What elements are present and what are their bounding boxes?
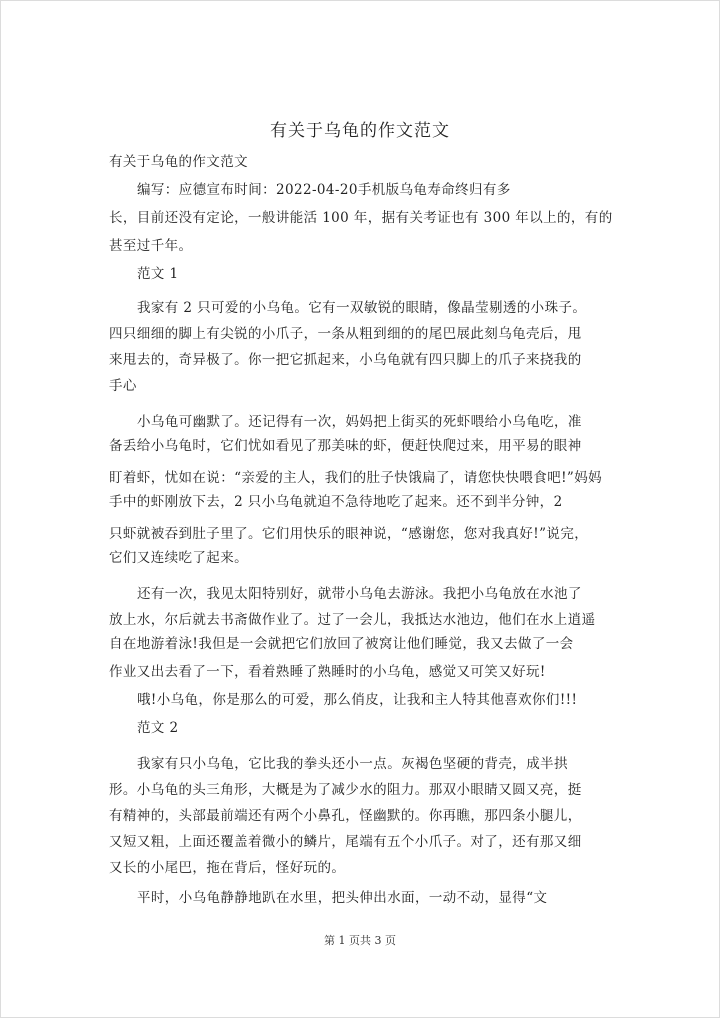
- document-title: 有关于乌龟的作文范文: [270, 121, 450, 141]
- subtitle-line: 有关于乌龟的作文范文: [109, 154, 248, 170]
- paragraph-line: 编写：应德宣布时间：2022-04-20手机版乌龟寿命终归有多: [137, 182, 511, 198]
- paragraph-line: 哦!小乌龟，你是那么的可爱，那么俏皮，让我和主人特其他喜欢你们!!!: [137, 692, 578, 708]
- paragraph-line: 长，目前还没有定论，一般讲能活 100 年，据有关考证也有 300 年以上的，有的: [109, 210, 613, 226]
- paragraph-line: 自在地游着泳!我但是一会就把它们放回了被窝让他们睡觉，我又去做了一会: [109, 636, 574, 652]
- section-heading: 范文 2: [137, 720, 179, 736]
- paragraph-line: 又长的小尾巴，拖在背后，怪好玩的。: [109, 860, 346, 876]
- paragraph-line: 形。小乌龟的头三角形，大概是为了减少水的阻力。那双小眼睛又圆又亮，挺: [109, 782, 582, 798]
- paragraph-line: 我家有只小乌龟，它比我的拳头还小一点。灰褐色坚硬的背壳，成半拱: [137, 756, 568, 772]
- paragraph-line: 只虾就被吞到肚子里了。它们用快乐的眼神说，“感谢您，您对我真好!”说完，: [109, 526, 589, 542]
- section-heading: 范文 1: [137, 266, 179, 282]
- paragraph-line: 小乌龟可幽默了。还记得有一次，妈妈把上街买的死虾喂给小乌龟吃，准: [137, 414, 582, 430]
- paragraph-line: 又短又粗，上面还覆盖着微小的鳞片，尾端有五个小爪子。对了，还有那又细: [109, 834, 582, 850]
- paragraph-line: 来甩去的，奇异极了。你一把它抓起来，小乌龟就有四只脚上的爪子来挠我的: [109, 352, 582, 368]
- paragraph-line: 手中的虾刚放下去，2 只小乌龟就迫不急待地吃了起来。还不到半分钟，2: [109, 494, 563, 510]
- page-footer: 第 1 页共 3 页: [324, 934, 396, 947]
- paragraph-line: 作业又出去看了一下，看着熟睡了熟睡时的小乌龟，感觉又可笑又好玩!: [109, 664, 546, 680]
- paragraph-line: 我家有 2 只可爱的小乌龟。它有一双敏锐的眼睛，像晶莹剔透的小珠子。: [137, 300, 587, 316]
- paragraph-line: 甚至过千年。: [109, 238, 193, 254]
- paragraph-line: 盯着虾，忧如在说：“亲爱的主人，我们的肚子快饿扁了，请您快快喂食吧!”妈妈: [109, 470, 603, 486]
- paragraph-line: 备丢给小乌龟时，它们忧如看见了那美味的虾，便赶快爬过来，用平易的眼神: [109, 438, 582, 454]
- paragraph-line: 还有一次，我见太阳特别好，就带小乌龟去游泳。我把小乌龟放在水池了: [137, 586, 582, 602]
- paragraph-line: 有精神的，头部最前端还有两个小鼻孔，怪幽默的。你再瞧，那四条小腿儿，: [109, 808, 582, 824]
- paragraph-line: 手心: [109, 378, 137, 394]
- paragraph-line: 平时，小乌龟静静地趴在水里，把头伸出水面，一动不动，显得“文: [137, 890, 548, 906]
- paragraph-line: 放上水，尔后就去书斋做作业了。过了一会儿，我抵达水池边，他们在水上逍遥: [109, 612, 596, 628]
- paragraph-line: 四只细细的脚上有尖锐的小爪子，一条从粗到细的的尾巴展此刻乌龟壳后，甩: [109, 326, 582, 342]
- paragraph-line: 它们又连续吃了起来。: [109, 550, 248, 566]
